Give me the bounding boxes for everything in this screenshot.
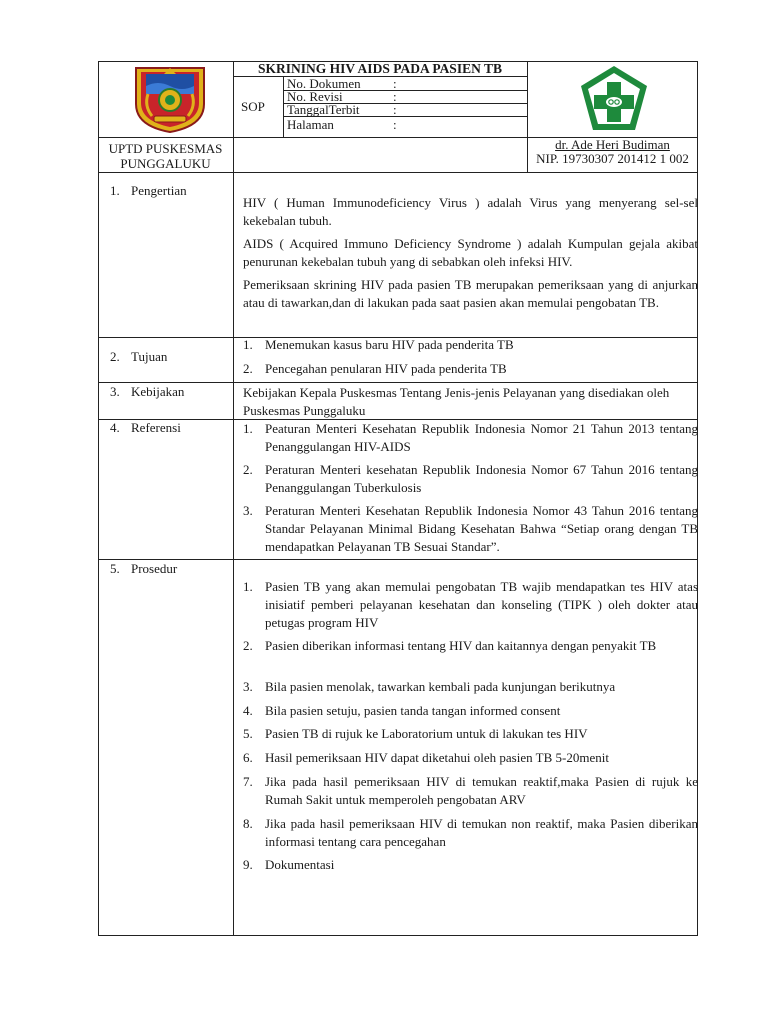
item-number: 2. — [243, 462, 253, 477]
pengertian-paragraph-hiv: HIV ( Human Immunodeficiency Virus ) adalah Virus yang menyerang sel-sel kekebalan tubuh. — [243, 195, 698, 228]
section-number: 2. — [110, 349, 120, 364]
section-number: 3. — [110, 384, 120, 399]
section-title-referensi: Referensi — [131, 420, 181, 435]
puskesmas-logo — [577, 64, 651, 134]
sop-label: SOP — [241, 99, 265, 114]
grid-line — [233, 61, 234, 936]
meta-sep: : — [393, 89, 397, 104]
meta-label-tanggal-terbit: TanggalTerbit — [287, 102, 360, 117]
section-number: 4. — [110, 420, 120, 435]
item-text: Peraturan Menteri Kesehatan Republik Indonesia Nomor 43 Tahun 2016 tentang Standar Pelayanan Minimal Bidang Kesehatan Bahwa “Setiap orang dengan TB mendapatkan Pelayanan TB Sesuai Standar”. — [265, 503, 698, 554]
item-text: Hasil pemeriksaan HIV dapat diketahui oleh pasien TB 5-20menit — [265, 750, 609, 765]
prosedur-item — [243, 678, 698, 696]
meta-label-no-dokumen: No. Dokumen — [287, 76, 361, 91]
item-text: Pasien TB di rujuk ke Laboratorium untuk di lakukan tes HIV — [265, 726, 588, 741]
section-title-pengertian: Pengertian — [131, 183, 187, 198]
item-number: 8. — [243, 816, 253, 831]
section-title-tujuan: Tujuan — [131, 349, 168, 364]
item-number: 2. — [243, 638, 253, 653]
referensi-item — [243, 420, 698, 456]
organization-line-1: UPTD PUSKESMAS — [108, 141, 223, 156]
organization-line-2: PUNGGALUKU — [120, 156, 211, 171]
prosedur-item — [243, 637, 698, 655]
section-number: 1. — [110, 183, 120, 198]
prosedur-item — [243, 856, 698, 874]
item-number: 4. — [243, 703, 253, 718]
meta-sep: : — [393, 102, 397, 117]
item-text: Pasien TB yang akan memulai pengobatan TB wajib mendapatkan tes HIV atas inisiatif pemberi pelayanan kesehatan dan konseling (TIPK ) oleh dokter atau petugas program HIV — [265, 579, 698, 630]
meta-label-no-revisi: No. Revisi — [287, 89, 343, 104]
item-number: 5. — [243, 726, 253, 741]
item-text: Bila pasien setuju, pasien tanda tangan informed consent — [265, 703, 561, 718]
referensi-item — [243, 502, 698, 556]
item-text: Pasien diberikan informasi tentang HIV dan kaitannya dengan penyakit TB — [265, 638, 657, 653]
document-title: SKRINING HIV AIDS PADA PASIEN TB — [258, 61, 502, 76]
item-number: 1. — [243, 421, 253, 436]
pengertian-paragraph-aids: AIDS ( Acquired Immuno Deficiency Syndrome ) adalah Kumpulan gejala akibat penurunan kekebalan tubuh yang di sebabkan oleh infeksi HIV. — [243, 236, 698, 269]
kebijakan-text: Kebijakan Kepala Puskesmas Tentang Jenis-jenis Pelayanan yang disediakan oleh Puskesmas Punggaluku — [243, 385, 670, 418]
meta-sep: : — [393, 117, 397, 132]
item-number: 1. — [243, 579, 253, 594]
item-number: 6. — [243, 750, 253, 765]
item-number: 2. — [243, 361, 253, 376]
prosedur-item — [243, 578, 698, 632]
prosedur-item — [243, 773, 698, 809]
signer-nip: NIP. 19730307 201412 1 002 — [536, 151, 689, 166]
item-number: 3. — [243, 503, 253, 518]
item-number: 3. — [243, 679, 253, 694]
item-text: Peaturan Menteri Kesehatan Republik Indonesia Nomor 21 Tahun 2013 tentang Penanggulangan HIV-AIDS — [265, 421, 698, 454]
grid-line — [98, 559, 698, 560]
meta-sep: : — [393, 76, 397, 91]
item-text: Menemukan kasus baru HIV pada penderita TB — [265, 337, 514, 352]
item-text: Bila pasien menolak, tawarkan kembali pada kunjungan berikutnya — [265, 679, 616, 694]
grid-line — [98, 382, 698, 383]
meta-label-halaman: Halaman — [287, 117, 334, 132]
referensi-item — [243, 461, 698, 497]
prosedur-item — [243, 725, 698, 743]
item-text: Jika pada hasil pemeriksaan HIV di temukan reaktif,maka Pasien di rujuk ke Rumah Sakit untuk memperoleh pengobatan ARV — [265, 774, 698, 807]
pengertian-paragraph-skrining: Pemeriksaan skrining HIV pada pasien TB merupakan pemeriksaan yang di anjurkan atau di tawarkan,dan di lakukan pada saat pasien akan memulai pengobatan TB. — [243, 277, 698, 310]
item-number: 9. — [243, 857, 253, 872]
tujuan-item — [243, 336, 698, 354]
tujuan-item — [243, 360, 698, 378]
item-text: Dokumentasi — [265, 857, 335, 872]
item-number: 1. — [243, 337, 253, 352]
prosedur-item — [243, 702, 698, 720]
grid-line — [98, 172, 698, 173]
item-text: Peraturan Menteri kesehatan Republik Indonesia Nomor 67 Tahun 2016 tentang Penanggulangan Tuberkulosis — [265, 462, 698, 495]
grid-line — [283, 76, 284, 137]
item-number: 7. — [243, 774, 253, 789]
regency-crest-logo — [130, 64, 210, 134]
item-text: Pencegahan penularan HIV pada penderita TB — [265, 361, 507, 376]
section-title-prosedur: Prosedur — [131, 561, 178, 576]
prosedur-item — [243, 815, 698, 851]
section-number: 5. — [110, 561, 120, 576]
signer-name: dr. Ade Heri Budiman — [555, 137, 670, 152]
item-text: Jika pada hasil pemeriksaan HIV di temukan non reaktif, maka Pasien diberikan informasi tentang cara pencegahan — [265, 816, 698, 849]
prosedur-item — [243, 749, 698, 767]
organization-name — [98, 141, 233, 171]
section-title-kebijakan: Kebijakan — [131, 384, 185, 399]
